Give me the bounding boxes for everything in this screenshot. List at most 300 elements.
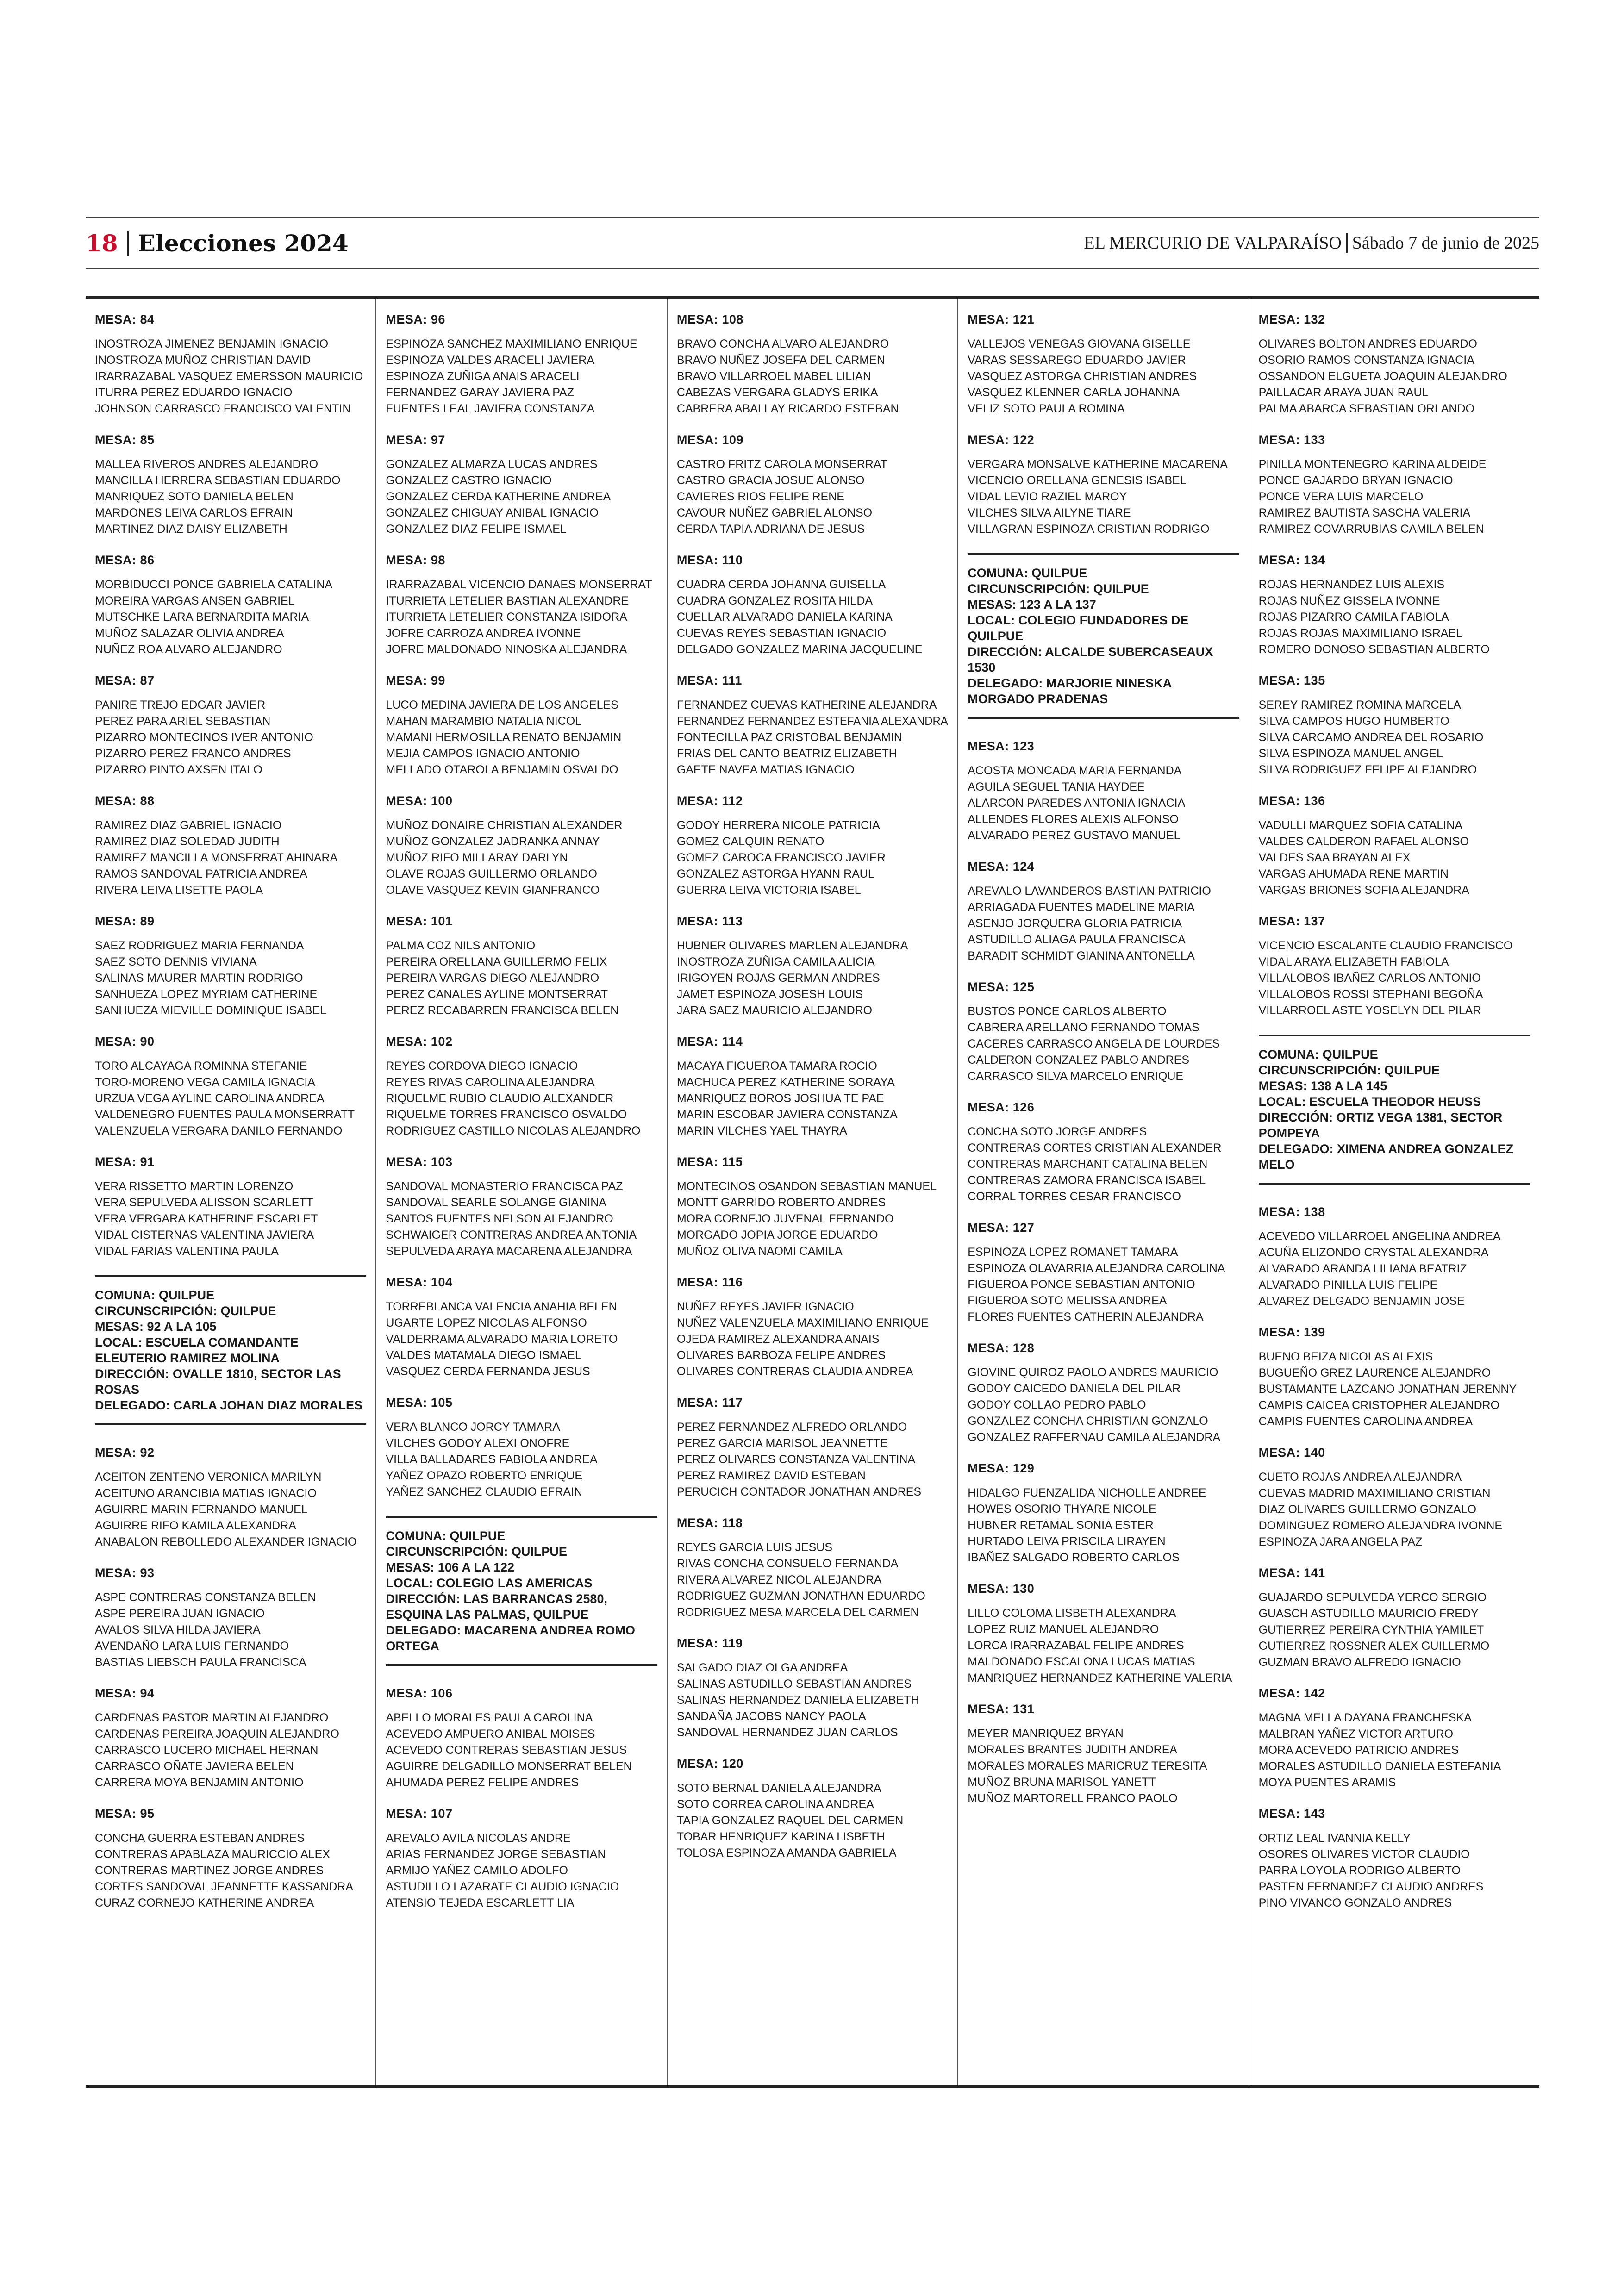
voter-name: VALLEJOS VENEGAS GIOVANA GISELLE: [968, 337, 1191, 350]
mesa-title: MESA: 94: [95, 1686, 155, 1700]
mesa-block: [677, 674, 948, 778]
voter-name: SILVA RODRIGUEZ FELIPE ALEJANDRO: [1258, 763, 1477, 776]
voter-name: MOREIRA VARGAS ANSEN GABRIEL: [95, 594, 295, 607]
voter-name: IRARRAZABAL VASQUEZ EMERSSON MAURICIO: [95, 370, 363, 383]
voter-name: OLAVE ROJAS GUILLERMO ORLANDO: [386, 867, 597, 880]
voter-name: SANDOVAL HERNANDEZ JUAN CARLOS: [676, 1726, 898, 1739]
voter-name: GONZALEZ CERDA KATHERINE ANDREA: [386, 490, 611, 503]
voter-name: ALVARADO ARANDA LILIANA BEATRIZ: [1258, 1262, 1467, 1275]
voter-name: REYES CORDOVA DIEGO IGNACIO: [386, 1060, 578, 1073]
comuna-info-line: CIRCUNSCRIPCIÓN: QUILPUE: [968, 582, 1149, 596]
comuna-info-line: DIRECCIÓN: LAS BARRANCAS 2580, ESQUINA LAS PALMAS, QUILPUE: [386, 1592, 607, 1621]
voter-name: MEJIA CAMPOS IGNACIO ANTONIO: [386, 747, 580, 760]
voter-name: VILCHES GODOY ALEXI ONOFRE: [386, 1437, 570, 1450]
voter-name: GONZALEZ CONCHA CHRISTIAN GONZALO: [968, 1415, 1208, 1428]
mesa-block: [968, 1341, 1239, 1446]
voter-name: CARRASCO OÑATE JAVIERA BELEN: [95, 1760, 294, 1773]
mesa-block: [386, 1035, 657, 1139]
voter-name: PALMA ABARCA SEBASTIAN ORLANDO: [1258, 402, 1474, 415]
voter-name: ASTUDILLO LAZARATE CLAUDIO IGNACIO: [386, 1880, 619, 1893]
voter-name: CUADRA CERDA JOHANNA GUISELLA: [676, 578, 886, 591]
mesa-title: MESA: 131: [968, 1702, 1035, 1716]
voter-name: RAMIREZ COVARRUBIAS CAMILA BELEN: [1258, 523, 1484, 536]
voter-name: CAVIERES RIOS FELIPE RENE: [676, 490, 844, 503]
voter-name: ALLENDES FLORES ALEXIS ALFONSO: [968, 813, 1179, 826]
page-header: [86, 217, 1539, 269]
voter-name: CARRASCO LUCERO MICHAEL HERNAN: [95, 1744, 319, 1757]
voter-name: LILLO COLOMA LISBETH ALEXANDRA: [968, 1607, 1176, 1620]
voter-name: MORA ACEVEDO PATRICIO ANDRES: [1258, 1744, 1459, 1757]
column-1: [86, 299, 376, 2085]
mesa-block: [95, 433, 366, 537]
comuna-info-line: MESAS: 106 A LA 122: [386, 1560, 514, 1574]
mesa-title: MESA: 96: [386, 312, 445, 326]
voter-name: GODOY HERRERA NICOLE PATRICIA: [676, 819, 880, 832]
voter-name: ATENSIO TEJEDA ESCARLETT LIA: [386, 1896, 575, 1909]
comuna-info-line: LOCAL: ESCUELA THEODOR HEUSS: [1258, 1095, 1481, 1109]
voter-name: RAMOS SANDOVAL PATRICIA ANDREA: [95, 867, 307, 880]
mesa-block: [386, 794, 657, 898]
voter-name: OLIVARES BARBOZA FELIPE ANDRES: [676, 1349, 886, 1362]
mesa-block: [95, 1446, 366, 1550]
voter-name: ASTUDILLO ALIAGA PAULA FRANCISCA: [968, 933, 1186, 946]
voter-name: MANCILLA HERRERA SEBASTIAN EDUARDO: [95, 474, 341, 487]
voter-name: AGUIRRE DELGADILLO MONSERRAT BELEN: [386, 1760, 632, 1773]
voter-name: DELGADO GONZALEZ MARINA JACQUELINE: [676, 643, 923, 656]
voter-name: VICENCIO ORELLANA GENESIS ISABEL: [968, 474, 1187, 487]
issue-date: Sábado 7 de junio de 2025: [1352, 233, 1539, 253]
voter-name: TORO ALCAYAGA ROMINNA STEFANIE: [95, 1060, 307, 1073]
voter-name: PEREZ GARCIA MARISOL JEANNETTE: [676, 1437, 888, 1450]
voter-name: BUENO BEIZA NICOLAS ALEXIS: [1258, 1350, 1433, 1363]
voter-name: OSORIO RAMOS CONSTANZA IGNACIA: [1258, 354, 1474, 367]
voter-name: GUASCH ASTUDILLO MAURICIO FREDY: [1258, 1607, 1479, 1620]
voter-name: JOFRE MALDONADO NINOSKA ALEJANDRA: [386, 643, 627, 656]
voter-name: VARGAS BRIONES SOFIA ALEJANDRA: [1258, 884, 1469, 897]
voter-name: ROMERO DONOSO SEBASTIAN ALBERTO: [1258, 643, 1490, 656]
voter-name: MORALES MORALES MARICRUZ TERESITA: [968, 1759, 1207, 1772]
voter-name: YAÑEZ OPAZO ROBERTO ENRIQUE: [386, 1469, 583, 1482]
voter-name: ALVARADO PEREZ GUSTAVO MANUEL: [968, 829, 1181, 842]
mesa-title: MESA: 138: [1258, 1205, 1325, 1219]
voter-name: ASENJO JORQUERA GLORIA PATRICIA: [968, 917, 1182, 930]
voter-name: SANDOVAL SEARLE SOLANGE GIANINA: [386, 1196, 606, 1209]
voter-name: MONTECINOS OSANDON SEBASTIAN MANUEL: [676, 1180, 937, 1193]
voter-name: CACERES CARRASCO ANGELA DE LOURDES: [968, 1037, 1220, 1050]
mesa-block: [677, 312, 948, 417]
voter-name: ESPINOZA LOPEZ ROMANET TAMARA: [968, 1246, 1178, 1259]
voter-name: PONCE GAJARDO BRYAN IGNACIO: [1258, 474, 1453, 487]
voter-name: MEYER MANRIQUEZ BRYAN: [968, 1727, 1124, 1740]
voter-name: PINO VIVANCO GONZALO ANDRES: [1258, 1896, 1452, 1909]
voter-name: TAPIA GONZALEZ RAQUEL DEL CARMEN: [676, 1814, 904, 1827]
voter-name: HIDALGO FUENZALIDA NICHOLLE ANDREE: [968, 1486, 1206, 1499]
mesa-title: MESA: 116: [676, 1275, 743, 1289]
voter-name: BRAVO NUÑEZ JOSEFA DEL CARMEN: [676, 354, 885, 367]
voter-name: AGUILA SEGUEL TANIA HAYDEE: [968, 780, 1145, 793]
comuna-info-line: CIRCUNSCRIPCIÓN: QUILPUE: [95, 1304, 276, 1318]
voter-name: URZUA VEGA AYLINE CAROLINA ANDREA: [95, 1092, 325, 1105]
mesa-block: [968, 860, 1239, 964]
voter-name: HOWES OSORIO THYARE NICOLE: [968, 1503, 1156, 1515]
mesa-block: [386, 674, 657, 778]
voter-name: CURAZ CORNEJO KATHERINE ANDREA: [95, 1896, 314, 1909]
voter-name: AREVALO LAVANDEROS BASTIAN PATRICIO: [968, 885, 1211, 898]
mesa-title: MESA: 142: [1258, 1686, 1325, 1700]
voter-name: SALINAS MAURER MARTIN RODRIGO: [95, 972, 303, 985]
voter-name: MALDONADO ESCALONA LUCAS MATIAS: [968, 1655, 1195, 1668]
voter-name: AGUIRRE RIFO KAMILA ALEXANDRA: [95, 1519, 296, 1532]
voter-name: ITURRIETA LETELIER BASTIAN ALEXANDRE: [386, 594, 629, 607]
mesa-block: [677, 1035, 948, 1139]
voter-name: SANHUEZA MIEVILLE DOMINIQUE ISABEL: [95, 1004, 327, 1017]
voter-name: SILVA ESPINOZA MANUEL ANGEL: [1258, 747, 1443, 760]
voter-name: NUÑEZ ROA ALVARO ALEJANDRO: [95, 643, 282, 656]
voter-name: ACEVEDO VILLARROEL ANGELINA ANDREA: [1258, 1230, 1501, 1243]
voter-name: CARDENAS PASTOR MARTIN ALEJANDRO: [95, 1711, 329, 1724]
mesa-block: [1259, 794, 1530, 898]
voter-name: SALINAS HERNANDEZ DANIELA ELIZABETH: [676, 1694, 919, 1707]
mesa-title: MESA: 122: [968, 433, 1035, 447]
voter-name: GONZALEZ CASTRO IGNACIO: [386, 474, 552, 487]
voter-name: CARRASCO SILVA MARCELO ENRIQUE: [968, 1070, 1184, 1083]
mesa-title: MESA: 127: [968, 1221, 1035, 1235]
mesa-block: [968, 739, 1239, 844]
mesa-title: MESA: 135: [1258, 674, 1325, 687]
mesa-block: [677, 914, 948, 1019]
voter-name: MANRIQUEZ HERNANDEZ KATHERINE VALERIA: [968, 1671, 1232, 1684]
voter-name: OSSANDON ELGUETA JOAQUIN ALEJANDRO: [1258, 370, 1507, 383]
voter-name: ALVAREZ DELGADO BENJAMIN JOSE: [1258, 1295, 1465, 1308]
voter-name: MUÑOZ RIFO MILLARAY DARLYN: [386, 851, 568, 864]
voter-name: VERGARA MONSALVE KATHERINE MACARENA: [968, 458, 1228, 471]
voter-name: DOMINGUEZ ROMERO ALEJANDRA IVONNE: [1258, 1519, 1503, 1532]
mesa-block: [1259, 1566, 1530, 1671]
voter-name: SALGADO DIAZ OLGA ANDREA: [676, 1661, 848, 1674]
voter-name: NUÑEZ VALENZUELA MAXIMILIANO ENRIQUE: [676, 1316, 929, 1329]
column-3: [668, 299, 958, 2085]
mesa-title: MESA: 114: [676, 1035, 743, 1048]
voter-name: CONTRERAS CORTES CRISTIAN ALEXANDER: [968, 1141, 1222, 1154]
mesa-block: [386, 1396, 657, 1500]
voter-name: UGARTE LOPEZ NICOLAS ALFONSO: [386, 1316, 587, 1329]
comuna-info-line: DELEGADO: CARLA JOHAN DIAZ MORALES: [95, 1398, 362, 1412]
voter-name: BARADIT SCHMIDT GIANINA ANTONELLA: [968, 949, 1195, 962]
voter-name: CUADRA GONZALEZ ROSITA HILDA: [676, 594, 873, 607]
voter-name: MANRIQUEZ SOTO DANIELA BELEN: [95, 490, 294, 503]
voter-name: CUEVAS MADRID MAXIMILIANO CRISTIAN: [1258, 1487, 1491, 1500]
mesa-block: [1259, 1205, 1530, 1310]
voter-name: SAEZ RODRIGUEZ MARIA FERNANDA: [95, 939, 304, 952]
voter-name: SANDOVAL MONASTERIO FRANCISCA PAZ: [386, 1180, 623, 1193]
voter-name: JOHNSON CARRASCO FRANCISCO VALENTIN: [95, 402, 351, 415]
voter-name: PEREZ OLIVARES CONSTANZA VALENTINA: [676, 1453, 916, 1466]
voter-name: BUSTAMANTE LAZCANO JONATHAN JERENNY: [1258, 1383, 1517, 1396]
voter-name: ACUÑA ELIZONDO CRYSTAL ALEXANDRA: [1258, 1246, 1489, 1259]
voter-name: CASTRO FRITZ CAROLA MONSERRAT: [676, 458, 887, 471]
mesa-title: MESA: 129: [968, 1461, 1035, 1475]
voter-name: FERNANDEZ FERNANDEZ ESTEFANIA ALEXANDRA: [676, 715, 948, 728]
mesa-block: [95, 1155, 366, 1260]
voter-name: CERDA TAPIA ADRIANA DE JESUS: [676, 523, 865, 536]
mesa-title: MESA: 118: [676, 1516, 743, 1530]
mesa-block: [386, 1155, 657, 1260]
voter-name: VILCHES SILVA AILYNE TIARE: [968, 506, 1131, 519]
voter-name: MONTT GARRIDO ROBERTO ANDRES: [676, 1196, 886, 1209]
voter-name: OLIVARES BOLTON ANDRES EDUARDO: [1258, 337, 1477, 350]
voter-name: MOYA PUENTES ARAMIS: [1258, 1776, 1396, 1789]
voter-name: CONCHA GUERRA ESTEBAN ANDRES: [95, 1832, 305, 1845]
voter-name: CUEVAS REYES SEBASTIAN IGNACIO: [676, 627, 887, 640]
voter-name: ABELLO MORALES PAULA CAROLINA: [386, 1711, 593, 1724]
voter-name: VERA BLANCO JORCY TAMARA: [386, 1421, 560, 1434]
mesa-block: [968, 1461, 1239, 1566]
voter-name: ROJAS ROJAS MAXIMILIANO ISRAEL: [1258, 627, 1463, 640]
voter-name: GODOY COLLAO PEDRO PABLO: [968, 1398, 1146, 1411]
comuna-info-line: DELEGADO: MARJORIE NINESKA MORGADO PRADENAS: [968, 676, 1172, 706]
comuna-info-line: COMUNA: QUILPUE: [386, 1529, 506, 1543]
voter-name: PINILLA MONTENEGRO KARINA ALDEIDE: [1258, 458, 1487, 471]
voter-name: FERNANDEZ CUEVAS KATHERINE ALEJANDRA: [676, 698, 937, 711]
voter-name: RIVAS CONCHA CONSUELO FERNANDA: [676, 1557, 899, 1570]
mesa-block: [386, 553, 657, 658]
voter-name: PIZARRO PEREZ FRANCO ANDRES: [95, 747, 291, 760]
voter-name: JAMET ESPINOZA JOSESH LOUIS: [676, 988, 863, 1001]
voter-name: CONTRERAS ZAMORA FRANCISCA ISABEL: [968, 1174, 1206, 1187]
voter-name: GUAJARDO SEPULVEDA YERCO SERGIO: [1258, 1591, 1487, 1604]
voter-name: MUÑOZ BRUNA MARISOL YANETT: [968, 1776, 1156, 1789]
mesa-title: MESA: 143: [1258, 1807, 1325, 1821]
voter-name: LORCA IRARRAZABAL FELIPE ANDRES: [968, 1639, 1184, 1652]
voter-name: PEREZ RECABARREN FRANCISCA BELEN: [386, 1004, 619, 1017]
voter-name: MAGNA MELLA DAYANA FRANCHESKA: [1258, 1711, 1472, 1724]
voter-name: BUGUEÑO GREZ LAURENCE ALEJANDRO: [1258, 1366, 1491, 1379]
section-title: Elecciones 2024: [137, 229, 349, 257]
voter-name: SALINAS ASTUDILLO SEBASTIAN ANDRES: [676, 1678, 912, 1690]
voter-name: MALLEA RIVEROS ANDRES ALEJANDRO: [95, 458, 319, 471]
voter-name: VELIZ SOTO PAULA ROMINA: [968, 402, 1125, 415]
comuna-info-line: COMUNA: QUILPUE: [1258, 1048, 1378, 1061]
mesa-title: MESA: 111: [676, 674, 742, 687]
voter-name: CAVOUR NUÑEZ GABRIEL ALONSO: [676, 506, 873, 519]
mesa-title: MESA: 85: [95, 433, 155, 447]
comuna-info-box: [968, 553, 1239, 719]
voter-name: BUSTOS PONCE CARLOS ALBERTO: [968, 1005, 1167, 1018]
mesa-title: MESA: 106: [386, 1686, 453, 1700]
voter-name: VIDAL FARIAS VALENTINA PAULA: [95, 1245, 279, 1258]
voter-name: BASTIAS LIEBSCH PAULA FRANCISCA: [95, 1656, 306, 1669]
mesa-block: [1259, 1807, 1530, 1911]
voter-name: HUBNER RETAMAL SONIA ESTER: [968, 1519, 1154, 1532]
mesa-title: MESA: 134: [1258, 553, 1325, 567]
voter-name: CONTRERAS MARTINEZ JORGE ANDRES: [95, 1864, 324, 1877]
voter-name: CAMPIS CAICEA CRISTOPHER ALEJANDRO: [1258, 1399, 1500, 1412]
voter-name: GONZALEZ RAFFERNAU CAMILA ALEJANDRA: [968, 1431, 1221, 1444]
voter-name: ACEITUNO ARANCIBIA MATIAS IGNACIO: [95, 1487, 317, 1500]
mesa-block: [968, 1702, 1239, 1807]
voter-name: OLIVARES CONTRERAS CLAUDIA ANDREA: [676, 1365, 913, 1378]
voter-name: FIGUEROA SOTO MELISSA ANDREA: [968, 1294, 1167, 1307]
voter-name: ARIAS FERNANDEZ JORGE SEBASTIAN: [386, 1848, 606, 1861]
column-4: [958, 299, 1249, 2085]
mesa-block: [95, 1566, 366, 1671]
voter-name: MORBIDUCCI PONCE GABRIELA CATALINA: [95, 578, 333, 591]
voter-name: PEREIRA ORELLANA GUILLERMO FELIX: [386, 955, 607, 968]
voter-name: MUÑOZ OLIVA NAOMI CAMILA: [676, 1245, 843, 1258]
mesa-block: [677, 1636, 948, 1741]
voter-name: AVALOS SILVA HILDA JAVIERA: [95, 1623, 261, 1636]
mesa-block: [95, 674, 366, 778]
mesa-title: MESA: 86: [95, 553, 155, 567]
voter-name: IRIGOYEN ROJAS GERMAN ANDRES: [676, 972, 880, 985]
voter-name: SOTO CORREA CAROLINA ANDREA: [676, 1798, 874, 1811]
voter-name: GONZALEZ ALMARZA LUCAS ANDRES: [386, 458, 598, 471]
mesa-title: MESA: 89: [95, 914, 155, 928]
voter-name: VALDENEGRO FUENTES PAULA MONSERRATT: [95, 1108, 355, 1121]
header-left: [86, 230, 349, 257]
voter-name: GUZMAN BRAVO ALFREDO IGNACIO: [1258, 1656, 1461, 1669]
voter-name: ACEVEDO AMPUERO ANIBAL MOISES: [386, 1727, 595, 1740]
voter-name: RODRIGUEZ CASTILLO NICOLAS ALEJANDRO: [386, 1124, 641, 1137]
mesa-title: MESA: 107: [386, 1807, 453, 1821]
voter-name: VALDES SAA BRAYAN ALEX: [1258, 851, 1411, 864]
mesa-title: MESA: 120: [676, 1757, 743, 1771]
voter-name: ASPE PEREIRA JUAN IGNACIO: [95, 1607, 265, 1620]
voter-name: RODRIGUEZ MESA MARCELA DEL CARMEN: [676, 1606, 919, 1619]
mesa-title: MESA: 137: [1258, 914, 1325, 928]
mesa-block: [677, 1396, 948, 1500]
voter-name: ACOSTA MONCADA MARIA FERNANDA: [968, 764, 1182, 777]
mesa-title: MESA: 126: [968, 1100, 1035, 1114]
mesa-block: [1259, 553, 1530, 658]
mesa-title: MESA: 99: [386, 674, 445, 687]
mesa-title: MESA: 112: [676, 794, 743, 808]
voter-name: ITURRA PEREZ EDUARDO IGNACIO: [95, 386, 293, 399]
voter-name: HURTADO LEIVA PRISCILA LIRAYEN: [968, 1535, 1166, 1548]
voter-name: REYES RIVAS CAROLINA ALEJANDRA: [386, 1076, 595, 1089]
voter-name: ESPINOZA JARA ANGELA PAZ: [1258, 1535, 1423, 1548]
voter-name: SCHWAIGER CONTRERAS ANDREA ANTONIA: [386, 1229, 637, 1241]
mesa-block: [386, 1275, 657, 1380]
mesa-title: MESA: 140: [1258, 1446, 1325, 1459]
voter-name: MUÑOZ SALAZAR OLIVIA ANDREA: [95, 627, 284, 640]
voter-name: CASTRO GRACIA JOSUE ALONSO: [676, 474, 865, 487]
mesa-title: MESA: 113: [676, 914, 743, 928]
voter-name: PIZARRO PINTO AXSEN ITALO: [95, 763, 262, 776]
voter-name: ITURRIETA LETELIER CONSTANZA ISIDORA: [386, 611, 627, 624]
voter-name: MUÑOZ MARTORELL FRANCO PAOLO: [968, 1792, 1178, 1805]
mesa-block: [968, 1100, 1239, 1205]
comuna-info-line: MESAS: 138 A LA 145: [1258, 1079, 1387, 1093]
voter-name: ESPINOZA VALDES ARACELI JAVIERA: [386, 354, 595, 367]
voter-name: GIOVINE QUIROZ PAOLO ANDRES MAURICIO: [968, 1366, 1218, 1379]
voter-name: AREVALO AVILA NICOLAS ANDRE: [386, 1832, 571, 1845]
voter-name: ESPINOZA ZUÑIGA ANAIS ARACELI: [386, 370, 580, 383]
voter-name: SAEZ SOTO DENNIS VIVIANA: [95, 955, 257, 968]
voter-name: PERUCICH CONTADOR JONATHAN ANDRES: [676, 1485, 922, 1498]
mesa-block: [677, 794, 948, 898]
voter-name: ROJAS NUÑEZ GISSELA IVONNE: [1258, 594, 1440, 607]
voter-name: RAMIREZ DIAZ GABRIEL IGNACIO: [95, 819, 282, 832]
comuna-info-line: LOCAL: COLEGIO LAS AMERICAS: [386, 1576, 593, 1590]
comuna-info-line: CIRCUNSCRIPCIÓN: QUILPUE: [386, 1545, 567, 1559]
voter-name: MARIN VILCHES YAEL THAYRA: [676, 1124, 847, 1137]
voter-name: LOPEZ RUIZ MANUEL ALEJANDRO: [968, 1623, 1159, 1636]
comuna-info-line: MESAS: 92 A LA 105: [95, 1320, 217, 1334]
voter-name: VARGAS AHUMADA RENE MARTIN: [1258, 867, 1449, 880]
mesa-title: MESA: 102: [386, 1035, 453, 1048]
mesa-block: [95, 1686, 366, 1791]
voter-name: ORTIZ LEAL IVANNIA KELLY: [1258, 1832, 1411, 1845]
voter-name: PANIRE TREJO EDGAR JAVIER: [95, 698, 266, 711]
voter-name: CONTRERAS MARCHANT CATALINA BELEN: [968, 1158, 1208, 1171]
voter-name: GONZALEZ ASTORGA HYANN RAUL: [676, 867, 874, 880]
mesa-title: MESA: 130: [968, 1582, 1035, 1596]
mesa-title: MESA: 124: [968, 860, 1035, 873]
voter-name: CABEZAS VERGARA GLADYS ERIKA: [676, 386, 878, 399]
mesa-title: MESA: 101: [386, 914, 453, 928]
voter-name: GUTIERREZ ROSSNER ALEX GUILLERMO: [1258, 1640, 1490, 1653]
mesa-block: [386, 1807, 657, 1911]
mesa-block: [95, 312, 366, 417]
mesa-block: [677, 1516, 948, 1621]
mesa-title: MESA: 136: [1258, 794, 1325, 808]
mesa-block: [968, 1582, 1239, 1686]
voter-name: FRIAS DEL CANTO BEATRIZ ELIZABETH: [676, 747, 897, 760]
voter-name: MACHUCA PEREZ KATHERINE SORAYA: [676, 1076, 895, 1089]
voter-name: FIGUEROA PONCE SEBASTIAN ANTONIO: [968, 1278, 1195, 1291]
mesa-block: [95, 914, 366, 1019]
voter-name: CONCHA SOTO JORGE ANDRES: [968, 1125, 1147, 1138]
voter-name: VILLAGRAN ESPINOZA CRISTIAN RODRIGO: [968, 523, 1210, 536]
voter-name: MAMANI HERMOSILLA RENATO BENJAMIN: [386, 731, 622, 744]
comuna-info-line: LOCAL: ESCUELA COMANDANTE ELEUTERIO RAMIREZ MOLINA: [95, 1335, 299, 1365]
voter-name: NUÑEZ REYES JAVIER IGNACIO: [676, 1300, 854, 1313]
mesa-title: MESA: 97: [386, 433, 445, 447]
newspaper-name: EL MERCURIO DE VALPARAÍSO: [1084, 233, 1342, 253]
voter-name: ALVARADO PINILLA LUIS FELIPE: [1258, 1278, 1438, 1291]
mesa-title: MESA: 125: [968, 980, 1035, 994]
voter-name: GAETE NAVEA MATIAS IGNACIO: [676, 763, 855, 776]
mesa-title: MESA: 133: [1258, 433, 1325, 447]
voter-name: MUTSCHKE LARA BERNARDITA MARIA: [95, 611, 309, 624]
mesa-title: MESA: 109: [676, 433, 743, 447]
voter-name: SILVA CAMPOS HUGO HUMBERTO: [1258, 715, 1449, 728]
voter-name: GODOY CAICEDO DANIELA DEL PILAR: [968, 1382, 1181, 1395]
mesa-title: MESA: 119: [676, 1636, 743, 1650]
voter-name: MUÑOZ DONAIRE CHRISTIAN ALEXANDER: [386, 819, 623, 832]
mesa-block: [95, 1807, 366, 1911]
voter-name: MANRIQUEZ BOROS JOSHUA TE PAE: [676, 1092, 884, 1105]
voter-name: DIAZ OLIVARES GUILLERMO GONZALO: [1258, 1503, 1477, 1516]
voter-name: JOFRE CARROZA ANDREA IVONNE: [386, 627, 581, 640]
voter-name: ESPINOZA OLAVARRIA ALEJANDRA CAROLINA: [968, 1262, 1225, 1275]
mesa-block: [677, 1275, 948, 1380]
mesa-title: MESA: 132: [1258, 312, 1325, 326]
voter-name: VASQUEZ ASTORGA CHRISTIAN ANDRES: [968, 370, 1197, 383]
voter-name: PEREZ RAMIREZ DAVID ESTEBAN: [676, 1469, 866, 1482]
voter-name: GOMEZ CAROCA FRANCISCO JAVIER: [676, 851, 886, 864]
voter-name: VARAS SESSAREGO EDUARDO JAVIER: [968, 354, 1186, 367]
voter-name: REYES GARCIA LUIS JESUS: [676, 1541, 833, 1554]
voter-name: GONZALEZ DIAZ FELIPE ISMAEL: [386, 523, 567, 536]
voter-name: OJEDA RAMIREZ ALEXANDRA ANAIS: [676, 1333, 880, 1346]
comuna-info-line: DIRECCIÓN: ALCALDE SUBERCASEAUX 1530: [968, 645, 1213, 674]
voter-name: GONZALEZ CHIGUAY ANIBAL IGNACIO: [386, 506, 599, 519]
header-right: [1084, 233, 1539, 253]
mesa-block: [968, 980, 1239, 1085]
voter-name: SILVA CARCAMO ANDREA DEL ROSARIO: [1258, 731, 1484, 744]
